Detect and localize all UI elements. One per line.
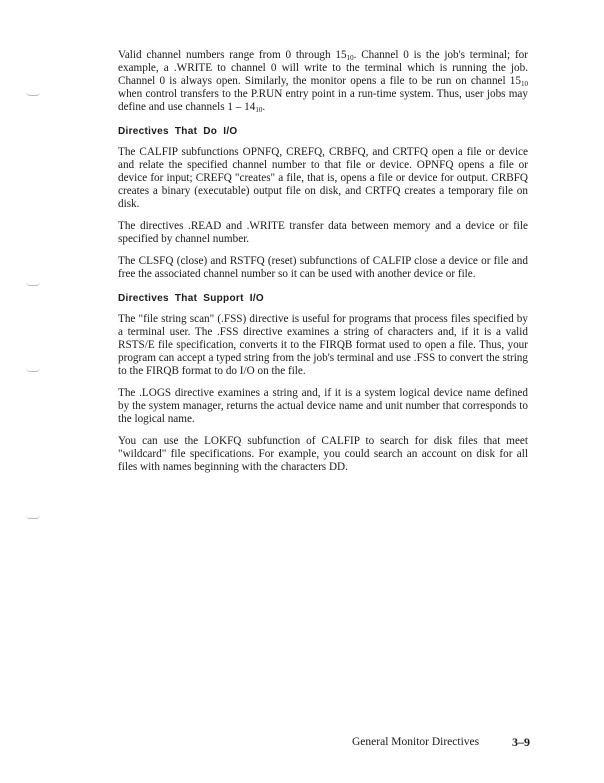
margin-mark — [26, 282, 40, 286]
page-body — [118, 49, 528, 483]
text: . Channel 0 is the job's terminal; for example, a .WRITE to channel 0 will write to the terminal which is running the job. Channel 0 is always open. Similarly, the monitor opens a file to be run on channel 15 — [118, 49, 528, 87]
paragraph-read-write: The directives .READ and .WRITE transfer data between memory and a device or file specified by channel number. — [118, 220, 528, 245]
paragraph-lokfq: You can use the LOKFQ subfunction of CALFIP to search for disk files that meet "wildcard" file specifications. For example, you could search an account on disk for all files with names beginning with the characters DD. — [118, 435, 528, 473]
paragraph-logs: The .LOGS directive examines a string and, if it is a system logical device name defined by the system manager, returns the actual device name and unit number that corresponds to the logical name. — [118, 387, 528, 425]
margin-mark — [26, 368, 40, 372]
paragraph-fss: The "file string scan" (.FSS) directive is useful for programs that process files specified by a terminal user. The .FSS directive examines a string of characters and, if it is a valid RSTS/E file specification, converts it to the FIRQB format used to open a file. Thus, your program can accept a typed string from the job's terminal and use .FSS to convert the string to the FIRQB format to do I/O on the file. — [118, 313, 528, 377]
paragraph-calfip-open: The CALFIP subfunctions OPNFQ, CREFQ, CRBFQ, and CRTFQ open a file or device and relate the specified channel number to that file or device. OPNFQ opens a file or device for input; CREFQ "creates" a file, that is, opens a file or device for output. CRBFQ creates a binary (executable) output file on disk, and CRTFQ creates a temporary file on disk. — [118, 146, 528, 210]
text: Valid channel numbers range from 0 through 15 — [118, 49, 347, 61]
subscript: 10 — [521, 80, 528, 88]
margin-mark — [26, 92, 40, 96]
footer-section-title: General Monitor Directives — [352, 736, 480, 748]
subscript: 10 — [346, 54, 354, 62]
margin-mark — [26, 515, 40, 519]
heading-directives-support-io: Directives That Support I/O — [118, 293, 265, 304]
page-number: 3–9 — [512, 735, 530, 749]
text: . — [262, 101, 266, 113]
subscript: 10 — [255, 106, 263, 114]
text: when control transfers to the P.RUN entry point in a run-time system. Thus, user jobs may define and use channels 1 – 14 — [118, 88, 528, 113]
paragraph-channel-numbers — [118, 49, 528, 114]
heading-directives-do-io: Directives That Do I/O — [118, 126, 238, 137]
paragraph-close-reset: The CLSFQ (close) and RSTFQ (reset) subfunctions of CALFIP close a device or file and free the associated channel number so it can be used with another device or file. — [118, 255, 528, 280]
